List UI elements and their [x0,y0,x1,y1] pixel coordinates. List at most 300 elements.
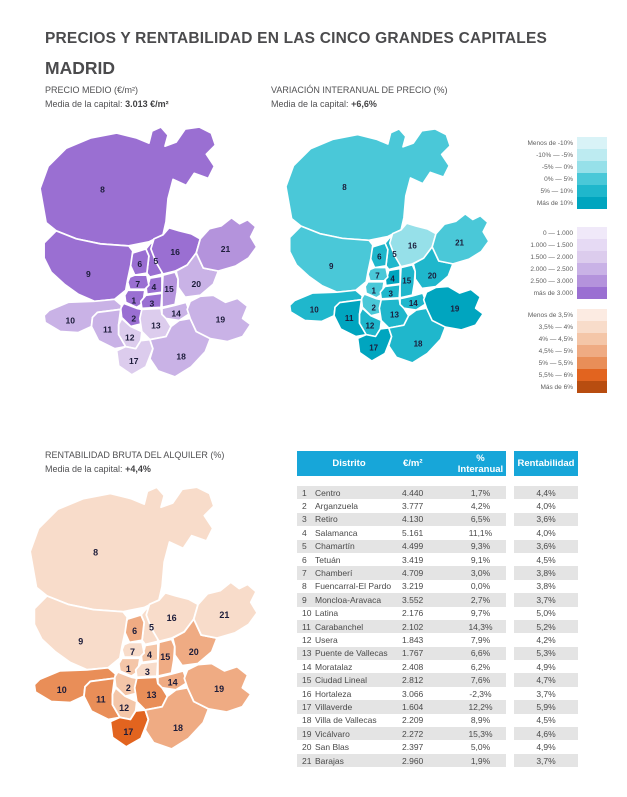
table-row [297,740,578,753]
legend-item [500,185,607,197]
yield-cell: 4,6% [514,727,578,740]
district-20-number-label: 20 [427,271,437,281]
legend-swatch [577,381,607,393]
price-cell: 2.102 [401,620,455,633]
price-legend [500,227,607,299]
district-12-number-label: 12 [119,702,130,713]
variation-cell: 14,3% [455,620,506,633]
variation-cell: 3,0% [455,566,506,579]
district-number-cell: 4 [302,527,307,538]
legend-item [500,137,607,149]
column-header-price: €/m² [403,458,423,469]
district-3-number-label: 3 [149,298,155,309]
table-row [297,526,578,539]
legend-label: 1.500 — 2.000 [530,253,573,261]
price-cell: 4.130 [401,513,455,526]
district-14-number-label: 14 [408,298,418,308]
yield-legend [500,309,607,393]
table-body [297,486,578,767]
table-row [297,553,578,566]
table-row [297,593,578,606]
legend-swatch [577,137,607,149]
price-cell: 1.604 [401,700,455,713]
yield-cell: 3,7% [514,754,578,767]
district-number-cell: 7 [297,566,315,579]
column-gap [506,620,514,633]
yield-cell: 5,3% [514,647,578,660]
legend-label: Menos de 3,5% [527,311,573,319]
legend-item [500,381,607,393]
district-2-number-label: 2 [371,303,376,313]
table-row [297,673,578,686]
district-number-cell: 20 [302,742,312,753]
district-18-number-label: 18 [176,351,186,362]
variation-cell: -2,3% [469,688,492,699]
district-number-cell: 16 [302,688,312,699]
district-15-number-label: 15 [160,652,171,663]
district-number-cell: 14 [302,661,312,672]
column-header-yield: Rentabilidad [514,451,578,476]
price-capital-average [45,98,169,112]
district-15-number-label: 15 [164,284,174,295]
variation-cell: 9,3% [455,540,506,553]
column-gap [506,607,514,620]
district-5-number-label: 5 [149,622,155,633]
variation-section-title: VARIACIÓN INTERANUAL DE PRECIO (%) [271,85,448,95]
table-row [297,660,578,673]
district-16-number-label: 16 [166,613,177,624]
legend-swatch [577,251,607,263]
districts-table [297,451,578,767]
legend-swatch [577,197,607,209]
yield-cell: 4,5% [536,554,556,565]
table-row [297,607,578,620]
price-cell: 2.176 [402,608,424,619]
variation-choropleth-map [284,128,520,378]
legend-item [500,251,607,263]
variation-average-label: Media de la capital: [271,98,349,109]
legend-label: 2.500 — 3.000 [530,277,573,285]
yield-cell: 3,7% [536,688,556,699]
legend-swatch [577,239,607,251]
legend-swatch [577,345,607,357]
legend-swatch [577,275,607,287]
district-9-number-label: 9 [78,636,84,647]
variation-cell: 4,2% [470,501,491,512]
legend-label: 2.000 — 2.500 [530,265,573,273]
district-1-number-label: 1 [131,295,137,306]
legend-item [500,227,607,239]
district-17-number-label: 17 [369,343,379,353]
legend-label: 3,5% — 4% [538,323,573,331]
district-20-number-label: 20 [191,279,201,290]
district-name-cell: Puente de Vallecas [315,647,401,660]
legend-swatch [577,333,607,345]
district-10-number-label: 10 [309,305,319,315]
district-3-number-label: 3 [144,666,150,677]
table-row [297,687,578,700]
district-18-number-label: 18 [172,722,183,733]
column-gap [506,633,514,646]
district-4-number-label: 4 [146,650,152,661]
price-cell: 2.408 [402,661,424,672]
legend-item [500,357,607,369]
price-average-label: Media de la capital: [45,98,123,109]
district-3-number-label: 3 [388,289,393,299]
legend-label: Más de 10% [536,199,573,207]
district-name-cell: Arganzuela [315,501,359,512]
table-row [297,540,578,553]
yield-cell: 5,2% [514,620,578,633]
district-14-number-label: 14 [171,308,181,319]
district-name-cell: Ciudad Lineal [315,673,401,686]
district-16-number-label: 16 [170,246,180,257]
column-gap [506,727,514,740]
district-16-number-label: 16 [407,241,417,251]
column-gap [506,540,514,553]
district-8-shape [30,487,214,612]
legend-swatch [577,149,607,161]
district-2-number-label: 2 [125,682,131,693]
variation-cell: 7,6% [455,673,506,686]
variation-cell: 1,9% [455,754,506,767]
yield-cell: 4,0% [536,501,556,512]
district-name-cell: Salamanca [315,527,358,538]
district-name-cell: Vicálvaro [315,727,401,740]
district-17-number-label: 17 [123,727,134,738]
column-gap [506,660,514,673]
district-name-cell: Chamartín [315,540,401,553]
column-header-variation: % Interanual [457,452,504,475]
column-gap [506,580,514,593]
yield-cell: 4,2% [536,634,556,645]
yield-cell: 4,4% [514,486,578,499]
legend-label: más de 3.000 [533,289,573,297]
table-row [297,700,578,713]
yield-cell: 4,0% [536,527,556,538]
district-name-cell: Chamberí [315,566,401,579]
legend-item [500,149,607,161]
variation-cell: 6,2% [470,661,491,672]
legend-item [500,197,607,209]
district-6-number-label: 6 [377,252,382,262]
legend-label: 4,5% — 5% [538,347,573,355]
variation-cell: 11,1% [468,527,493,538]
legend-item [500,333,607,345]
district-8-shape [286,129,450,240]
district-name-cell: Moratalaz [315,661,353,672]
district-name-cell: Barajas [315,754,401,767]
variation-cell: 12,2% [455,700,506,713]
district-number-cell: 1 [297,486,315,499]
variation-cell: 6,6% [455,647,506,660]
column-gap [506,673,514,686]
district-8-number-label: 8 [342,182,347,192]
table-row [297,620,578,633]
district-6-number-label: 6 [137,259,143,270]
price-cell: 2.397 [402,742,424,753]
district-11-number-label: 11 [96,694,106,705]
table-row [297,499,578,512]
district-name-cell: Fuencarral-El Pardo [315,581,392,592]
district-11-number-label: 11 [103,324,113,335]
legend-item [500,369,607,381]
district-12-number-label: 12 [365,321,375,331]
district-name-cell: Centro [315,486,401,499]
table-row [297,486,578,499]
yield-cell: 3,6% [514,513,578,526]
yield-cell: 3,8% [536,581,556,592]
variation-cell: 7,9% [470,634,491,645]
column-gap [506,593,514,606]
district-9-number-label: 9 [329,262,334,272]
table-row [297,727,578,740]
price-cell: 3.066 [402,688,424,699]
legend-swatch [577,161,607,173]
price-average-value: 3.013 €/m² [125,98,169,109]
district-name-cell: Carabanchel [315,620,401,633]
legend-label: 5% — 10% [540,187,573,195]
legend-swatch [577,321,607,333]
city-title: MADRID [45,58,115,78]
legend-swatch [577,287,607,299]
variation-cell: 15,3% [455,727,506,740]
yield-capital-average [45,463,224,477]
district-5-number-label: 5 [153,256,159,267]
legend-label: 5,5% — 6% [538,371,573,379]
column-gap [506,486,514,499]
district-10-number-label: 10 [65,315,76,326]
legend-label: 0% — 5% [544,175,573,183]
price-cell: 3.419 [402,554,424,565]
price-cell: 4.440 [401,486,455,499]
district-number-cell: 11 [297,620,315,633]
variation-cell: 8,9% [470,715,491,726]
district-11-number-label: 11 [344,314,354,324]
column-gap [506,513,514,526]
district-number-cell: 18 [302,715,312,726]
price-cell: 4.499 [401,540,455,553]
legend-item [500,287,607,299]
district-19-number-label: 19 [450,304,460,314]
district-4-number-label: 4 [390,274,395,284]
yield-cell: 3,6% [514,540,578,553]
legend-label: Menos de -10% [527,139,573,147]
table-row [297,580,578,593]
district-name-cell: Villaverde [315,700,401,713]
column-gap [506,687,514,700]
district-6-number-label: 6 [132,625,138,636]
legend-item [500,275,607,287]
district-name-cell: Tetuán [315,554,341,565]
district-5-number-label: 5 [392,249,397,259]
table-row [297,633,578,646]
district-14-number-label: 14 [167,677,178,688]
yield-cell: 4,5% [536,715,556,726]
legend-label: -10% — -5% [536,151,573,159]
district-name-cell: Villa de Vallecas [315,715,377,726]
variation-cell: 2,7% [455,593,506,606]
district-number-cell: 15 [297,673,315,686]
legend-swatch [577,263,607,275]
yield-section-title: RENTABILIDAD BRUTA DEL ALQUILER (%) [45,450,225,460]
page-title: PRECIOS Y RENTABILIDAD EN LAS CINCO GRANDES CAPITALES [45,30,548,47]
yield-average-value: +4,4% [125,463,151,474]
district-name-cell: Hortaleza [315,688,352,699]
district-4-number-label: 4 [151,282,157,293]
variation-cell: 9,1% [470,554,491,565]
variation-cell: 1,7% [455,486,506,499]
price-cell: 3.777 [402,501,424,512]
district-21-number-label: 21 [455,238,465,248]
district-number-cell: 2 [302,501,307,512]
price-cell: 4.709 [401,566,455,579]
legend-label: 4% — 4,5% [538,335,573,343]
legend-item [500,239,607,251]
column-gap [506,499,514,512]
variation-average-value: +6,6% [351,98,377,109]
table-row [297,754,578,767]
legend-swatch [577,185,607,197]
price-cell: 2.272 [401,727,455,740]
yield-average-label: Media de la capital: [45,463,123,474]
yield-cell: 5,0% [536,608,556,619]
district-8-shape [40,127,215,246]
yield-cell: 4,9% [536,742,556,753]
district-7-number-label: 7 [130,646,136,657]
district-19-number-label: 19 [214,683,225,694]
section-yield-header [45,449,224,476]
legend-label: Más de 6% [540,383,573,391]
district-number-cell: 21 [297,754,315,767]
legend-swatch [577,357,607,369]
legend-item [500,345,607,357]
price-section-title: PRECIO MEDIO (€/m²) [45,85,139,95]
column-gap [506,754,514,767]
price-cell: 2.812 [401,673,455,686]
column-gap [506,740,514,753]
column-gap [506,647,514,660]
legend-item [500,161,607,173]
column-gap [506,714,514,727]
variation-cell: 6,5% [455,513,506,526]
table-row [297,513,578,526]
district-7-number-label: 7 [375,271,380,281]
district-21-number-label: 21 [220,243,231,254]
district-number-cell: 9 [297,593,315,606]
district-19-number-label: 19 [215,314,226,325]
district-13-number-label: 13 [146,690,157,701]
district-8-number-label: 8 [100,184,105,195]
price-cell: 1.767 [401,647,455,660]
district-1-number-label: 1 [125,663,131,674]
legend-item [500,173,607,185]
variation-cell: 0,0% [470,581,491,592]
table-row [297,714,578,727]
column-gap [506,700,514,713]
yield-cell: 4,9% [536,661,556,672]
district-number-cell: 10 [302,608,312,619]
legend-label: 0 — 1.000 [543,229,573,237]
legend-swatch [577,173,607,185]
district-21-number-label: 21 [219,609,230,620]
district-20-number-label: 20 [188,646,199,657]
price-cell: 3.219 [402,581,424,592]
district-name-cell: Usera [315,634,338,645]
district-number-cell: 12 [302,634,312,645]
column-header-district: Distrito [332,458,366,469]
yield-cell: 4,7% [514,673,578,686]
district-17-number-label: 17 [129,355,139,366]
district-10-number-label: 10 [56,684,67,695]
yield-cell: 3,8% [514,566,578,579]
price-cell: 3.552 [401,593,455,606]
variation-legend [500,137,607,209]
price-cell: 5.161 [402,527,424,538]
district-8-number-label: 8 [93,547,99,558]
legend-item [500,321,607,333]
legend-item [500,263,607,275]
district-name-cell: San Blas [315,742,350,753]
section-price-header [45,84,169,111]
district-number-cell: 5 [297,540,315,553]
district-9-number-label: 9 [86,269,91,280]
district-name-cell: Latina [315,608,339,619]
district-1-number-label: 1 [371,286,376,296]
column-gap [506,566,514,579]
district-7-number-label: 7 [135,279,141,290]
district-2-number-label: 2 [131,313,137,324]
table-header-main [297,451,506,476]
legend-swatch [577,227,607,239]
district-number-cell: 13 [297,647,315,660]
district-12-number-label: 12 [124,332,135,343]
variation-capital-average [271,98,448,112]
price-choropleth-map [38,126,290,393]
yield-cell: 3,7% [514,593,578,606]
district-18-number-label: 18 [413,339,423,349]
yield-choropleth-map [28,486,292,766]
legend-swatch [577,309,607,321]
column-gap [506,526,514,539]
section-variation-header [271,84,448,111]
legend-label: 5% — 5,5% [538,359,573,367]
district-number-cell: 19 [297,727,315,740]
legend-item [500,309,607,321]
variation-cell: 9,7% [470,608,491,619]
column-gap [506,553,514,566]
variation-cell: 5,0% [470,742,491,753]
table-header-row [297,451,578,476]
price-cell: 1.843 [402,634,424,645]
table-row [297,647,578,660]
district-name-cell: Retiro [315,513,401,526]
district-number-cell: 17 [297,700,315,713]
price-cell: 2.960 [401,754,455,767]
price-cell: 2.209 [402,715,424,726]
district-name-cell: Moncloa-Aravaca [315,593,401,606]
legend-swatch [577,369,607,381]
legend-label: -5% — 0% [541,163,573,171]
district-15-number-label: 15 [402,276,412,286]
district-13-number-label: 13 [389,310,399,320]
legend-label: 1.000 — 1.500 [530,241,573,249]
table-row [297,566,578,579]
district-number-cell: 8 [302,581,307,592]
yield-cell: 5,9% [514,700,578,713]
district-number-cell: 6 [302,554,307,565]
district-number-cell: 3 [297,513,315,526]
